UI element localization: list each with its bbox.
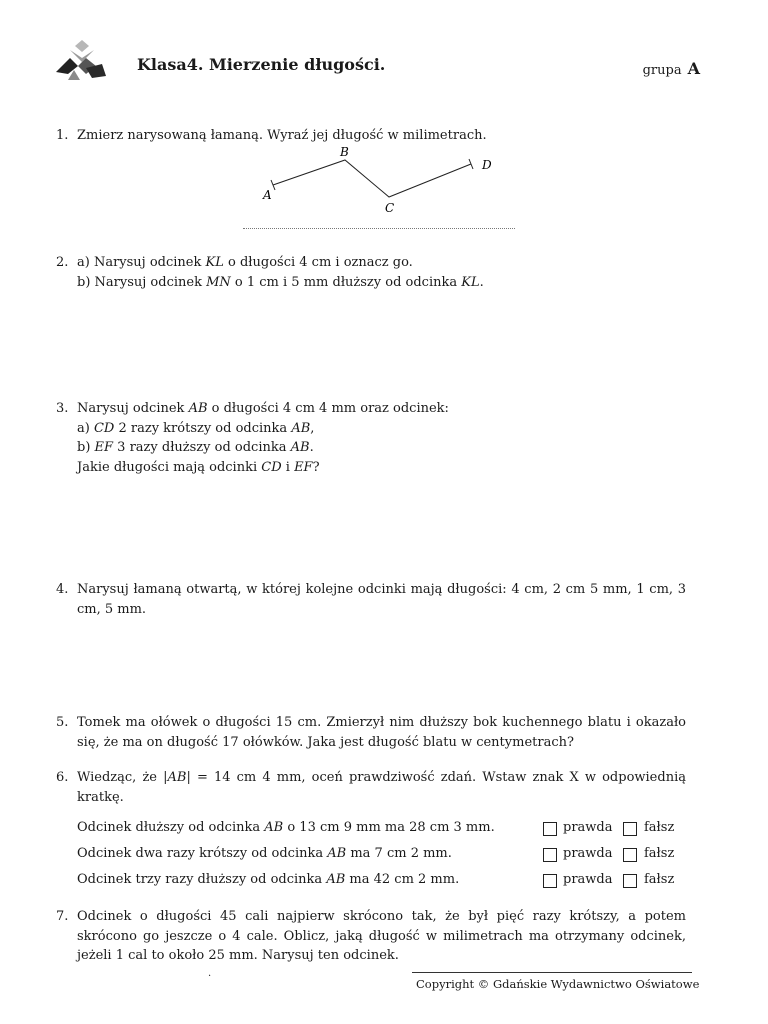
problem-number: 5. — [56, 715, 69, 730]
problem-4-text: Narysuj łamaną otwartą, w której kolejne odcinki mają długości: 4 cm, 2 cm 5 mm, 1 cm, 3 cm, 5 mm. — [77, 582, 686, 617]
group-letter: A — [687, 59, 700, 78]
true-false-row — [77, 820, 687, 840]
group-label: grupa — [642, 63, 682, 78]
label-c: C — [385, 201, 395, 215]
true-label: prawda — [563, 872, 613, 887]
false-checkbox[interactable] — [623, 822, 637, 836]
problem-1-text: Zmierz narysowaną łamaną. Wyraź jej długość w milimetrach. — [77, 128, 487, 143]
publisher-logo — [56, 40, 106, 80]
false-label: fałsz — [644, 846, 675, 861]
problem-1 — [56, 126, 686, 146]
problem-5-text: Tomek ma ołówek o długości 15 cm. Zmierzył nim dłuższy bok kuchennego blatu i okazało się, że ma on długość 17 ołówków. Jaka jest długość blatu w centymetrach? — [77, 715, 686, 750]
true-false-row — [77, 846, 687, 866]
problem-number: 1. — [56, 128, 69, 143]
true-checkbox[interactable] — [543, 822, 557, 836]
label-b: B — [340, 145, 349, 159]
stray-mark: . — [208, 968, 212, 979]
problem-2-line-b: b) Narysuj odcinek MN o 1 cm i 5 mm dłuższy od odcinka KL. — [77, 274, 484, 290]
problem-3-line-a: a) CD 2 razy krótszy od odcinka AB, — [77, 420, 315, 436]
false-checkbox[interactable] — [623, 874, 637, 888]
problem-6-intro: Wiedząc, że |AB| = 14 cm 4 mm, oceń prawdziwość zdań. Wstaw znak X w odpowiednią kratkę. — [77, 770, 686, 805]
problem-3-line-1: Narysuj odcinek AB o długości 4 cm 4 mm oraz odcinek: — [77, 401, 449, 416]
problem-2-line-a: a) Narysuj odcinek KL o długości 4 cm i oznacz go. — [77, 255, 413, 270]
problem-3 — [56, 399, 686, 477]
copyright: Copyright © Gdańskie Wydawnictwo Oświatowe — [416, 977, 700, 991]
problem-7 — [56, 907, 686, 966]
group-indicator — [643, 59, 700, 78]
problem-number: 2. — [56, 255, 69, 270]
problem-3-question: Jakie długości mają odcinki CD i EF? — [77, 459, 320, 475]
false-label: fałsz — [644, 872, 675, 887]
problem-4 — [56, 580, 686, 619]
problem-6 — [56, 768, 686, 807]
true-checkbox[interactable] — [543, 848, 557, 862]
true-checkbox[interactable] — [543, 874, 557, 888]
page-title: Klasa4. Mierzenie długości. — [137, 55, 386, 74]
true-false-row — [77, 872, 687, 892]
false-checkbox[interactable] — [623, 848, 637, 862]
footer-rule — [412, 972, 692, 973]
problem-number: 7. — [56, 909, 69, 924]
label-a: A — [263, 188, 272, 202]
problem-number: 3. — [56, 401, 69, 416]
polyline-figure — [258, 146, 502, 216]
statement-text: Odcinek dwa razy krótszy od odcinka AB ma 7 cm 2 mm. — [77, 846, 452, 861]
problem-number: 6. — [56, 770, 69, 785]
polyline-path — [273, 160, 471, 197]
problem-2 — [56, 253, 686, 292]
false-label: fałsz — [644, 820, 675, 835]
problem-3-line-b: b) EF 3 razy dłuższy od odcinka AB. — [77, 440, 314, 455]
label-d: D — [482, 158, 492, 172]
problem-5 — [56, 713, 686, 752]
tick-d — [469, 159, 473, 169]
true-label: prawda — [563, 820, 613, 835]
statement-text: Odcinek trzy razy dłuższy od odcinka AB ma 42 cm 2 mm. — [77, 872, 460, 887]
problem-7-text: Odcinek o długości 45 cali najpierw skrócono tak, że był pięć razy krótszy, a potem skrócono go jeszcze o 4 cale. Oblicz, jaką długość w milimetrach ma otrzymany odcinek, jeżeli 1 cal to około 25 mm. Narysuj ten odcinek. — [77, 909, 686, 963]
answer-dotted-line — [243, 228, 515, 229]
problem-number: 4. — [56, 582, 69, 597]
true-label: prawda — [563, 846, 613, 861]
statement-text: Odcinek dłuższy od odcinka AB o 13 cm 9 mm ma 28 cm 3 mm. — [77, 820, 495, 835]
